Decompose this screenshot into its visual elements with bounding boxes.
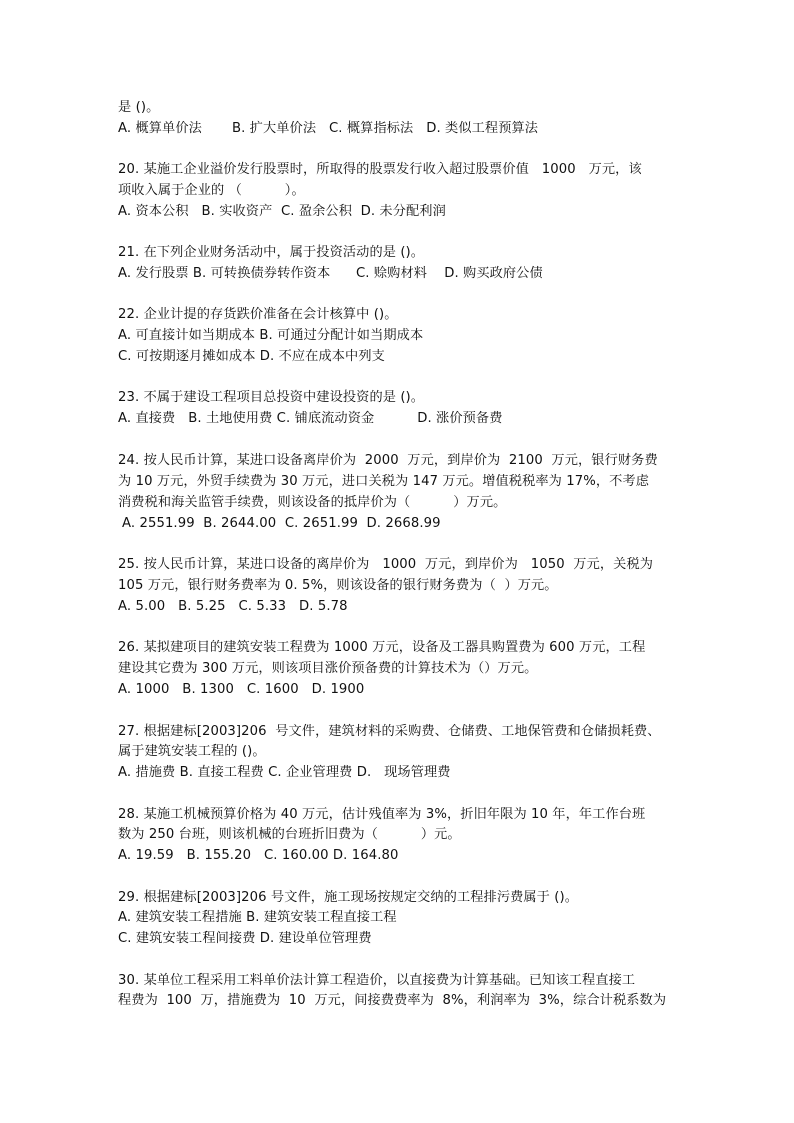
options-29-cd: C. 建筑安装工程间接费 D. 建设单位管理费: [118, 931, 372, 946]
options-26: A. 1000 B. 1300 C. 1600 D. 1900: [118, 682, 365, 697]
options-22-ab: A. 可直接计如当期成本 B. 可通过分配计如当期成本: [118, 328, 424, 343]
text-line: 为 10 万元，外贸手续费为 30 万元，进口关税为 147 万元。增值税税率为 17%，不考虑: [118, 474, 649, 489]
options-28: A. 19.59 B. 155.20 C. 160.00 D. 164.80: [118, 848, 399, 863]
text-line: 是 ()。: [118, 100, 160, 115]
question-27: 27. 根据建标[2003]206 号文件，建筑材料的采购费、仓储费、工地保管费和仓储损耗费、: [118, 724, 661, 739]
options-25: A. 5.00 B. 5.25 C. 5.33 D. 5.78: [118, 599, 348, 614]
text-line: A. 概算单价法 B. 扩大单价法 C. 概算指标法 D. 类似工程预算法: [118, 121, 539, 136]
options-20: A. 资本公积 B. 实收资产 C. 盈余公积 D. 未分配利润: [118, 204, 446, 219]
options-21: A. 发行股票 B. 可转换债券转作资本 C. 赊购材料 D. 购买政府公债: [118, 266, 543, 281]
question-20: 20. 某施工企业溢价发行股票时，所取得的股票发行收入超过股票价值 1000 万元，该: [118, 162, 642, 177]
question-23: 23. 不属于建设工程项目总投资中建设投资的是 ()。: [118, 390, 425, 405]
text-line: 建设其它费为 300 万元，则该项目涨价预备费的计算技术为（）万元。: [118, 661, 538, 676]
question-24: 24. 按人民币计算，某进口设备离岸价为 2000 万元，到岸价为 2100 万元，银行财务费: [118, 453, 658, 468]
options-23: A. 直接费 B. 土地使用费 C. 铺底流动资金 D. 涨价预备费: [118, 411, 503, 426]
question-25: 25. 按人民币计算，某进口设备的离岸价为 1000 万元，到岸价为 1050 万元，关税为: [118, 557, 654, 572]
question-30: 30. 某单位工程采用工料单价法计算工程造价，以直接费为计算基础。已知该工程直接工: [118, 973, 636, 988]
question-29: 29. 根据建标[2003]206 号文件，施工现场按规定交纳的工程排污费属于 ()。: [118, 890, 579, 905]
question-22: 22. 企业计提的存货跌价准备在会计核算中 ()。: [118, 307, 398, 322]
text-line: 项收入属于企业的 （ ）。: [118, 183, 305, 198]
question-21: 21. 在下列企业财务活动中，属于投资活动的是 ()。: [118, 245, 425, 260]
options-22-cd: C. 可按期逐月摊如成本 D. 不应在成本中列支: [118, 349, 385, 364]
question-26: 26. 某拟建项目的建筑安装工程费为 1000 万元，设备及工器具购置费为 600 万元，工程: [118, 640, 646, 655]
question-28: 28. 某施工机械预算价格为 40 万元，估计残值率为 3%，折旧年限为 10 年，年工作台班: [118, 807, 646, 822]
text-line: 消费税和海关监管手续费，则该设备的抵岸价为（ ）万元。: [118, 495, 507, 510]
options-27: A. 措施费 B. 直接工程费 C. 企业管理费 D. 现场管理费: [118, 765, 451, 780]
text-line: 属于建筑安装工程的 ()。: [118, 744, 266, 759]
options-24: A. 2551.99 B. 2644.00 C. 2651.99 D. 2668.99: [122, 516, 441, 531]
options-29-ab: A. 建筑安装工程措施 B. 建筑安装工程直接工程: [118, 910, 397, 925]
text-line: 105 万元，银行财务费率为 0. 5%，则该设备的银行财务费为（ ）万元。: [118, 578, 558, 593]
text-line: 数为 250 台班，则该机械的台班折旧费为（ ）元。: [118, 827, 461, 842]
text-line: 程费为 100 万，措施费为 10 万元，间接费费率为 8%，利润率为 3%，综合计税系数为: [118, 993, 667, 1008]
